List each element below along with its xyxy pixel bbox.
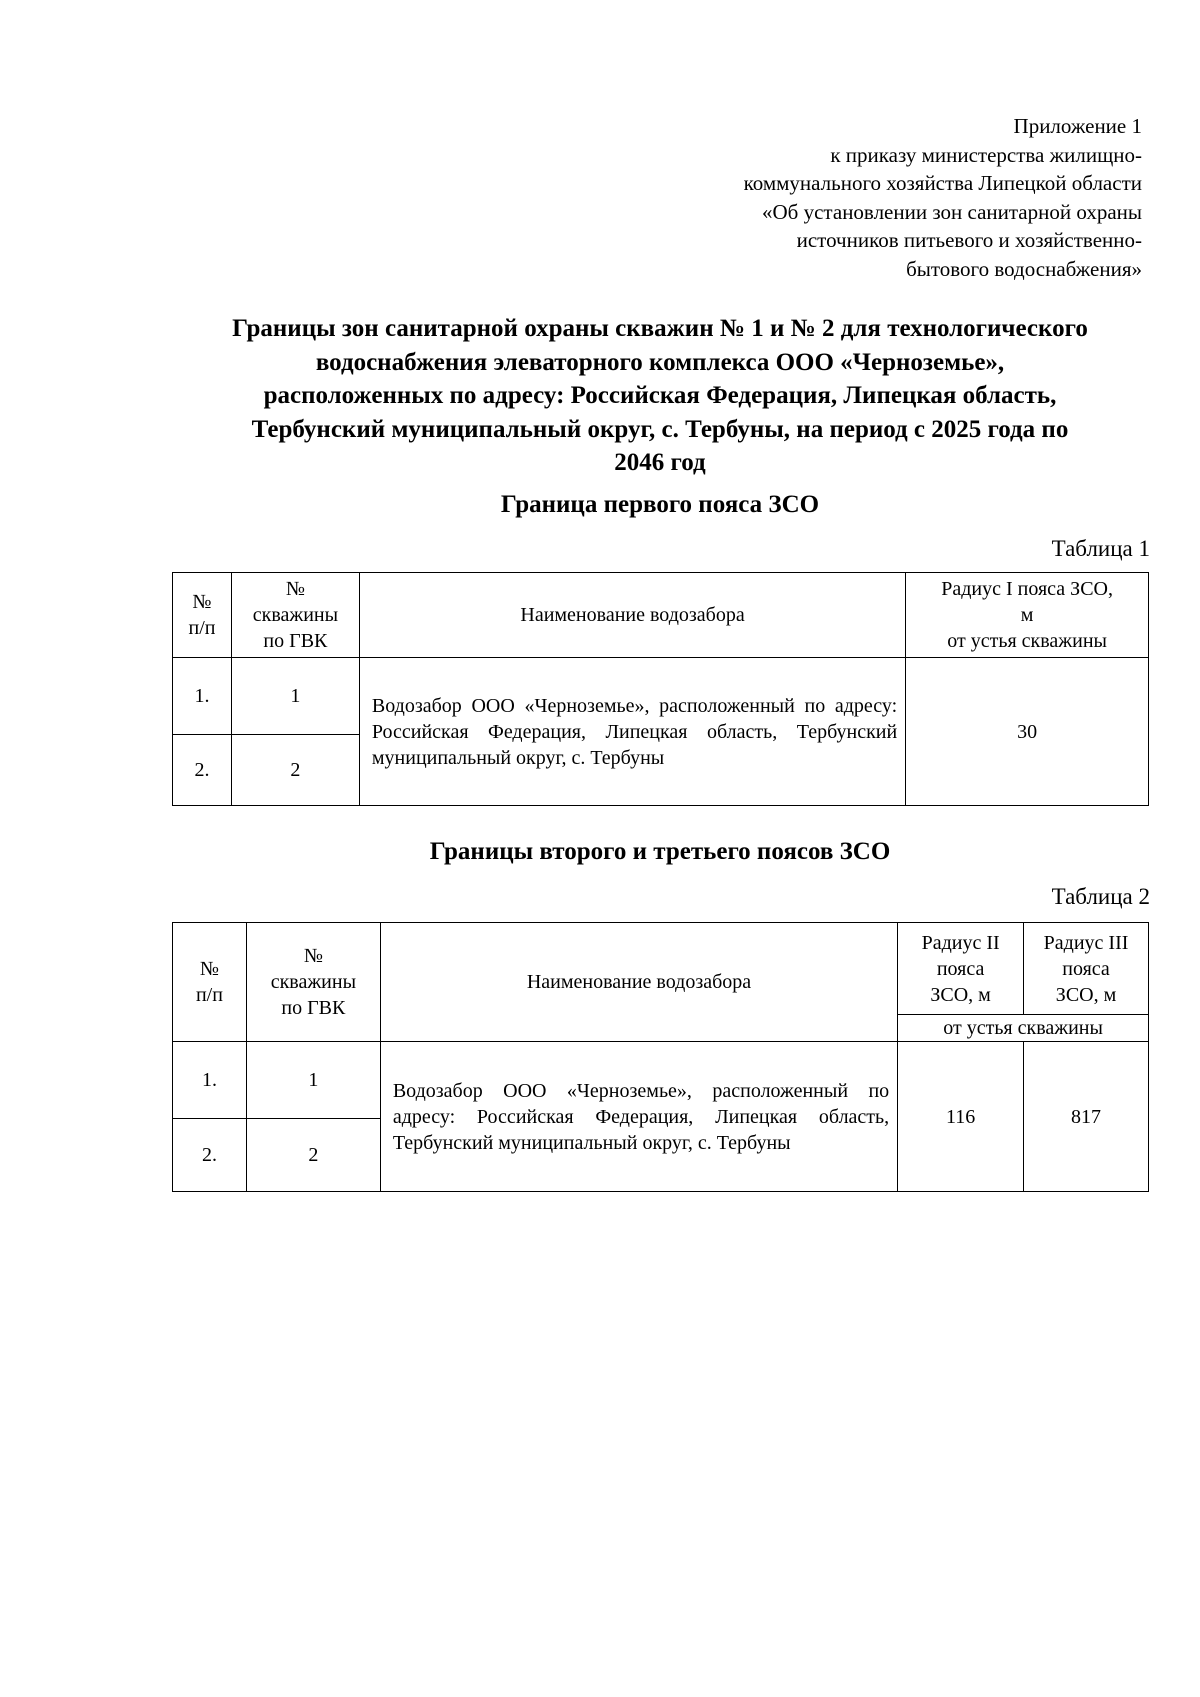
table2-caption: Таблица 2 [1051, 884, 1150, 909]
appendix-line: коммунального хозяйства Липецкой области [743, 171, 1142, 195]
radius-value: 30 [906, 658, 1149, 806]
title-line: расположенных по адресу: Российская Федерация, Липецкая область, [263, 382, 1057, 409]
section1-heading: Граница первого пояса ЗСО [500, 491, 820, 518]
title-line: водоснабжения элеваторного комплекса ООО «Черноземье», [315, 348, 1005, 376]
appendix-line: источников питьевого и хозяйственно- [796, 228, 1142, 252]
table-row [173, 658, 1149, 735]
header-radius2: Радиус II пояса ЗСО, м [898, 923, 1024, 1015]
document-title [160, 312, 1160, 480]
header-well: № скважины по ГВК [231, 573, 359, 658]
header-from-wellhead: от устья скважины [898, 1015, 1149, 1042]
header-num: № п/п [173, 923, 247, 1042]
appendix-line: бытового водоснабжения» [906, 256, 1142, 281]
title-line: Тербунский муниципальный округ, с. Тербуны, на период с 2025 года по [251, 415, 1069, 443]
header-num: № п/п [173, 573, 232, 658]
row-num: 2. [173, 735, 232, 806]
table-header-row [173, 573, 1149, 658]
intake-name: Водозабор ООО «Черноземье», расположенный по адресу: Российская Федерация, Липецкая область, Тербунский муниципальный округ, с. Тербуны [380, 1042, 897, 1192]
appendix-line: Приложение 1 [1013, 114, 1142, 138]
radius2-value: 116 [898, 1042, 1024, 1192]
table-header-row [173, 923, 1149, 1015]
section2-heading: Границы второго и третьего поясов ЗСО [429, 838, 891, 865]
row-well: 1 [231, 658, 359, 735]
title-line: Границы зон санитарной охраны скважин № 1 и № 2 для технологического [232, 315, 1088, 342]
table1-caption: Таблица 1 [1051, 536, 1150, 561]
header-name: Наименование водозабора [380, 923, 897, 1042]
row-num: 1. [173, 658, 232, 735]
row-well: 1 [246, 1042, 380, 1119]
title-line: 2046 год [614, 449, 706, 476]
header-name: Наименование водозабора [359, 573, 905, 658]
row-num: 1. [173, 1042, 247, 1119]
row-well: 2 [246, 1119, 380, 1192]
table-zone2-3 [172, 922, 1149, 1192]
appendix-line: «Об установлении зон санитарной охраны [762, 199, 1142, 224]
appendix-line: к приказу министерства жилищно- [830, 142, 1142, 167]
intake-name: Водозабор ООО «Черноземье», расположенный по адресу: Российская Федерация, Липецкая область, Тербунский муниципальный округ, с. Тербуны [359, 658, 905, 806]
table-zone1 [172, 572, 1149, 806]
header-well: № скважины по ГВК [246, 923, 380, 1042]
row-num: 2. [173, 1119, 247, 1192]
table-row [173, 1042, 1149, 1119]
header-radius: Радиус I пояса ЗСО, м от устья скважины [906, 573, 1149, 658]
header-radius3: Радиус III пояса ЗСО, м [1024, 923, 1149, 1015]
radius3-value: 817 [1024, 1042, 1149, 1192]
row-well: 2 [231, 735, 359, 806]
appendix-header [582, 112, 1142, 283]
